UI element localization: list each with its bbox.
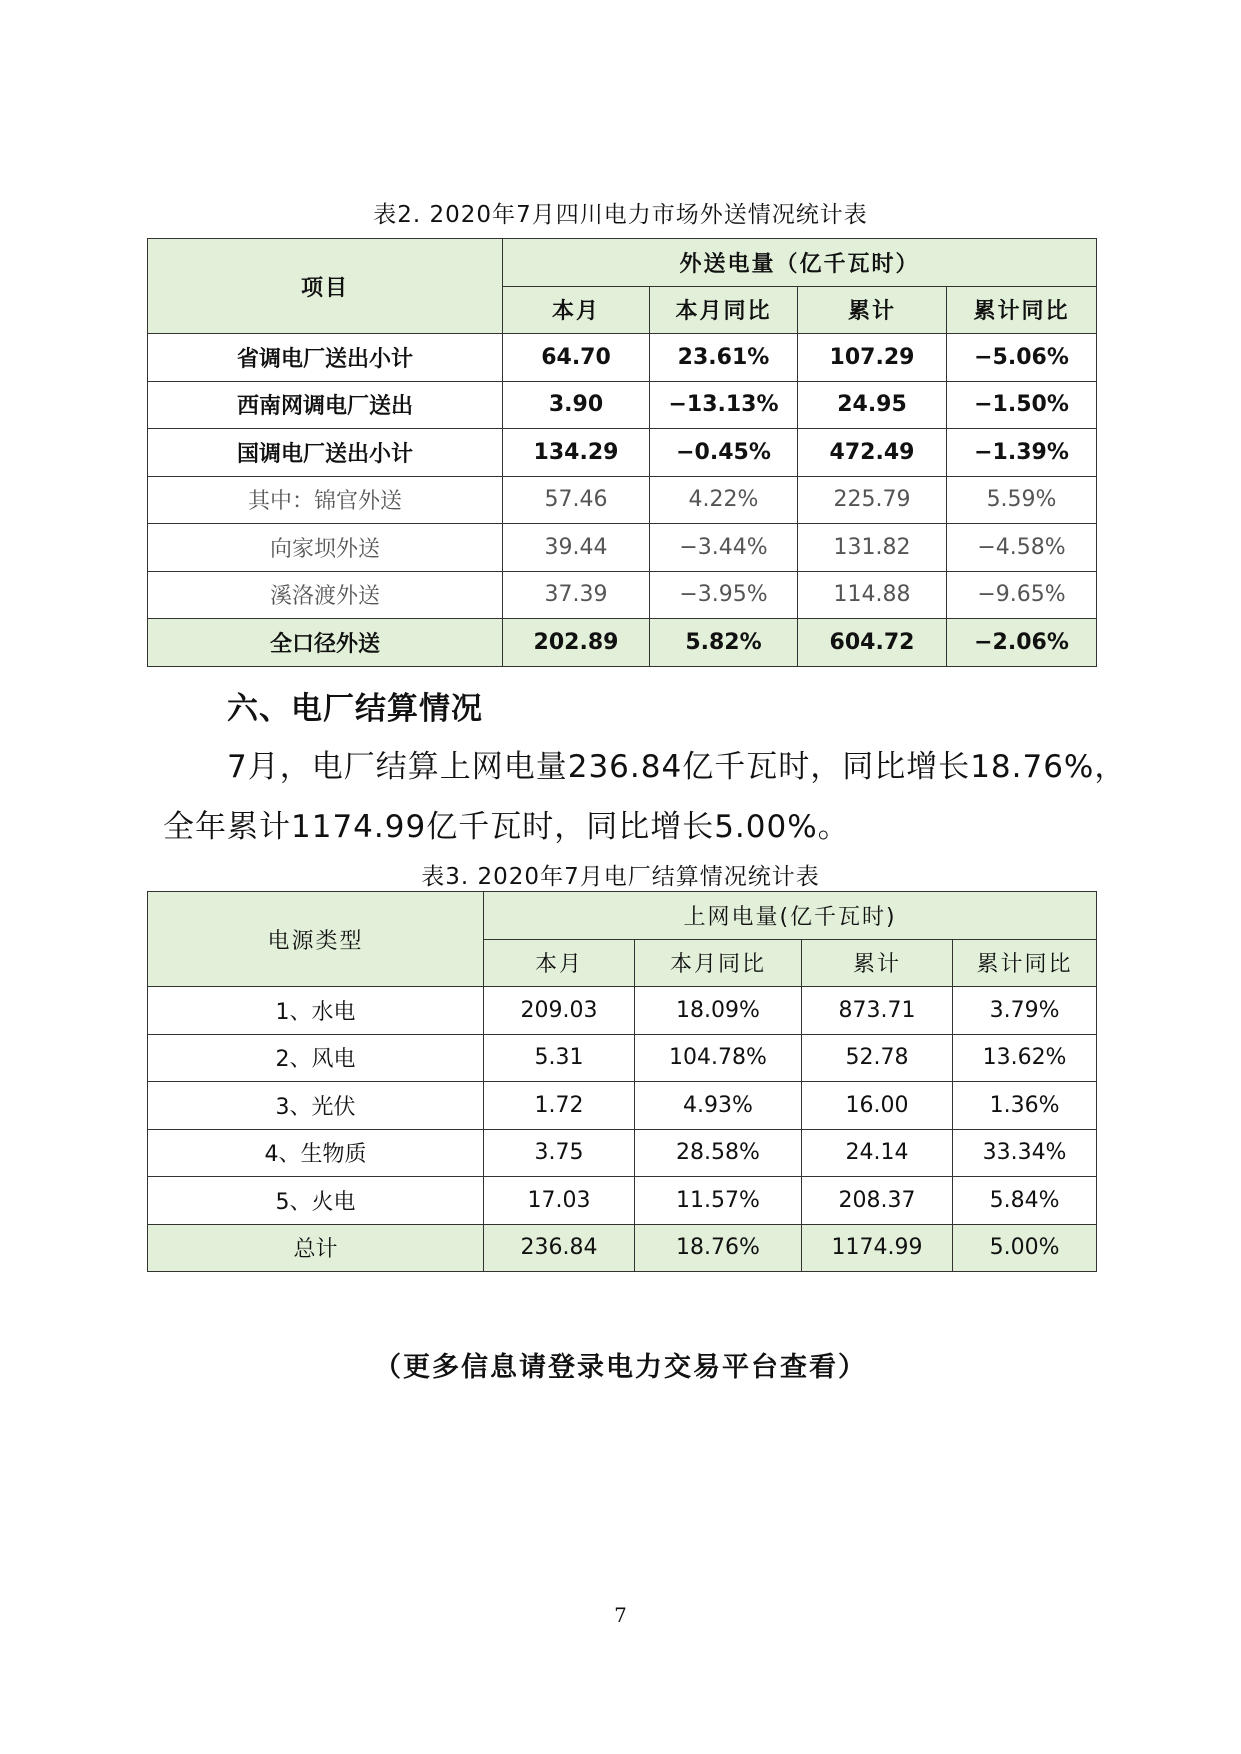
paragraph-line-1: 7月，电厂结算上网电量236.84亿千瓦时，同比增长18.76%， — [227, 749, 1127, 785]
cell: −3.44% — [650, 524, 798, 572]
table2-col-header: 累计 — [798, 286, 947, 334]
page-number: 7 — [614, 1603, 627, 1627]
table2-caption: 表2. 2020年7月四川电力市场外送情况统计表 — [373, 202, 868, 228]
table2-col-group: 外送电量（亿千瓦时） — [503, 239, 1097, 287]
table3-col-header: 累计同比 — [953, 939, 1097, 987]
cell: 37.39 — [503, 571, 650, 619]
cell: −13.13% — [650, 381, 798, 429]
cell: 107.29 — [798, 334, 947, 382]
cell: 24.14 — [802, 1129, 953, 1177]
cell: 4.93% — [635, 1082, 802, 1130]
table-row — [148, 1129, 1097, 1177]
cell: −1.39% — [947, 429, 1097, 477]
cell: 209.03 — [484, 987, 635, 1035]
cell: 1.72 — [484, 1082, 635, 1130]
table-row-total — [148, 1224, 1097, 1272]
cell: −3.95% — [650, 571, 798, 619]
row-label: 总计 — [148, 1224, 484, 1272]
cell: 5.31 — [484, 1034, 635, 1082]
table3-col-header: 本月同比 — [635, 939, 802, 987]
table-row — [148, 1082, 1097, 1130]
footer-note: （更多信息请登录电力交易平台查看） — [374, 1352, 867, 1383]
cell: 64.70 — [503, 334, 650, 382]
cell: 11.57% — [635, 1177, 802, 1225]
table-row — [148, 524, 1097, 572]
table-row — [148, 1177, 1097, 1225]
table-row — [148, 571, 1097, 619]
cell: 134.29 — [503, 429, 650, 477]
cell: 33.34% — [953, 1129, 1097, 1177]
table-row — [148, 429, 1097, 477]
cell: 104.78% — [635, 1034, 802, 1082]
row-label: 国调电厂送出小计 — [148, 429, 503, 477]
cell: 1.36% — [953, 1082, 1097, 1130]
cell: 17.03 — [484, 1177, 635, 1225]
row-label: 2、风电 — [148, 1034, 484, 1082]
cell: 18.76% — [635, 1224, 802, 1272]
row-label: 1、水电 — [148, 987, 484, 1035]
cell: 5.82% — [650, 619, 798, 667]
cell: 131.82 — [798, 524, 947, 572]
row-label: 省调电厂送出小计 — [148, 334, 503, 382]
row-label: 全口径外送 — [148, 619, 503, 667]
row-label: 西南网调电厂送出 — [148, 381, 503, 429]
cell: 5.84% — [953, 1177, 1097, 1225]
cell: 604.72 — [798, 619, 947, 667]
row-label: 溪洛渡外送 — [148, 571, 503, 619]
cell: 28.58% — [635, 1129, 802, 1177]
paragraph-line-2: 全年累计1174.99亿千瓦时，同比增长5.00%。 — [163, 809, 850, 845]
cell: −1.50% — [947, 381, 1097, 429]
table2-col-header: 累计同比 — [947, 286, 1097, 334]
table3-col-header: 累计 — [802, 939, 953, 987]
cell: −0.45% — [650, 429, 798, 477]
cell: 24.95 — [798, 381, 947, 429]
cell: 3.90 — [503, 381, 650, 429]
cell: 13.62% — [953, 1034, 1097, 1082]
cell: 57.46 — [503, 476, 650, 524]
cell: 114.88 — [798, 571, 947, 619]
cell: 5.59% — [947, 476, 1097, 524]
section-heading: 六、电厂结算情况 — [227, 691, 483, 727]
cell: −5.06% — [947, 334, 1097, 382]
cell: 208.37 — [802, 1177, 953, 1225]
cell: −9.65% — [947, 571, 1097, 619]
table-row-total — [148, 619, 1097, 667]
table2-col-item: 项目 — [148, 239, 503, 334]
cell: 202.89 — [503, 619, 650, 667]
cell: 225.79 — [798, 476, 947, 524]
table2 — [147, 238, 1097, 667]
row-label: 3、光伏 — [148, 1082, 484, 1130]
cell: −2.06% — [947, 619, 1097, 667]
cell: 3.75 — [484, 1129, 635, 1177]
table-row — [148, 334, 1097, 382]
row-label: 向家坝外送 — [148, 524, 503, 572]
row-label: 其中：锦官外送 — [148, 476, 503, 524]
table3-caption: 表3. 2020年7月电厂结算情况统计表 — [421, 864, 820, 890]
row-label: 5、火电 — [148, 1177, 484, 1225]
cell: 5.00% — [953, 1224, 1097, 1272]
cell: 4.22% — [650, 476, 798, 524]
cell: 873.71 — [802, 987, 953, 1035]
table2-col-header: 本月同比 — [650, 286, 798, 334]
table3 — [147, 891, 1097, 1272]
cell: 472.49 — [798, 429, 947, 477]
cell: −4.58% — [947, 524, 1097, 572]
table3-col-item: 电源类型 — [148, 892, 484, 987]
cell: 23.61% — [650, 334, 798, 382]
table3-col-header: 本月 — [484, 939, 635, 987]
table-row — [148, 987, 1097, 1035]
table-row — [148, 381, 1097, 429]
cell: 1174.99 — [802, 1224, 953, 1272]
row-label: 4、生物质 — [148, 1129, 484, 1177]
cell: 18.09% — [635, 987, 802, 1035]
cell: 3.79% — [953, 987, 1097, 1035]
table-row — [148, 476, 1097, 524]
table-row — [148, 1034, 1097, 1082]
table3-col-group: 上网电量(亿千瓦时) — [484, 892, 1097, 940]
cell: 39.44 — [503, 524, 650, 572]
cell: 236.84 — [484, 1224, 635, 1272]
table2-col-header: 本月 — [503, 286, 650, 334]
cell: 52.78 — [802, 1034, 953, 1082]
cell: 16.00 — [802, 1082, 953, 1130]
